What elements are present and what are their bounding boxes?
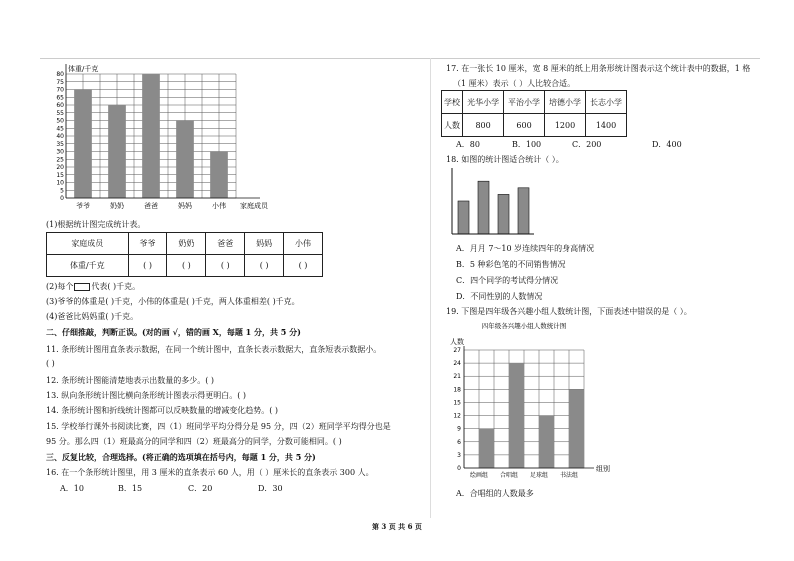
q2: [46, 281, 140, 292]
y-tick-label: 50: [56, 117, 64, 125]
school-table-header: 平治小学: [504, 91, 545, 114]
bar: [108, 105, 126, 198]
y-tick-label: 27: [453, 347, 461, 354]
x-tick-label: 书法组: [559, 472, 579, 479]
y-tick-label: 15: [56, 171, 64, 179]
school-table-value: 600: [504, 114, 545, 137]
bar: [569, 389, 584, 468]
bar: [74, 90, 92, 199]
y-tick-label: 21: [453, 373, 461, 381]
y-tick-label: 0: [60, 195, 64, 202]
bar: [509, 363, 524, 468]
bar: [210, 152, 228, 199]
y-tick-label: 5: [60, 187, 64, 195]
x-tick-label: 奶奶: [110, 202, 124, 210]
q16: 16. 在一个条形统计图里，用 3 厘米的直条表示 60 人，用（ ）厘米长的直条表示 300 人。: [46, 468, 374, 477]
bar: [458, 201, 469, 234]
q18-option-b: B．5 种彩色笔的不同销售情况: [456, 260, 566, 269]
q-table-intro: (1)根据统计图完成统计表。: [46, 220, 146, 229]
q18-bar-chart: [450, 166, 540, 236]
bar: [498, 194, 509, 234]
y-tick-label: 40: [56, 133, 64, 140]
q11-blank: ( ): [46, 359, 55, 368]
y-tick-label: 0: [457, 465, 461, 472]
q11: 11. 条形统计图用直条表示数据，在同一个统计图中，直条长表示数据大，直条短表示数据小。: [46, 345, 382, 354]
q16-option-c: C．20: [188, 484, 213, 493]
weight-table-blank: ( ): [128, 255, 167, 277]
y-tick-label: 30: [56, 148, 64, 156]
q3: (3)爷爷的体重是( )千克，小伟的体重是( )千克，两人体重相差( )千克。: [46, 297, 300, 306]
y-tick-label: 80: [56, 71, 64, 78]
q17-line1: 17. 在一张长 10 厘米，宽 8 厘米的纸上用条形统计图表示这个统计表中的数据，1 格: [446, 64, 751, 73]
y-tick-label: 9: [457, 425, 461, 433]
school-table-value: 1200: [545, 114, 586, 137]
school-table-header: 培德小学: [545, 91, 586, 114]
square-icon: [74, 283, 90, 291]
bar: [479, 429, 494, 468]
school-table: [441, 90, 627, 137]
x-tick-label: 足球组: [529, 472, 549, 479]
y-tick-label: 55: [56, 109, 64, 117]
weight-bar-chart: [40, 64, 270, 214]
y-tick-label: 12: [453, 412, 461, 420]
bar: [142, 74, 160, 198]
y-tick-label: 6: [457, 438, 461, 446]
weight-table: [46, 232, 323, 277]
y-tick-label: 15: [453, 399, 461, 407]
q16-option-d: D．30: [258, 484, 283, 493]
x-tick-label: 小伟: [212, 202, 226, 210]
y-tick-label: 60: [56, 102, 64, 109]
x-tick-label: 爸爸: [144, 202, 158, 210]
q15-line2: 95 分。那么四（1）班最高分的同学和四（2）班最高分的同学，分数可能相同。( ): [46, 437, 342, 446]
bar: [539, 416, 554, 468]
x-axis-label: 家庭成员: [240, 202, 268, 210]
school-table-header: 长志小学: [586, 91, 627, 114]
bar: [478, 181, 489, 234]
q17-option-d: D．400: [652, 140, 682, 149]
y-axis-label: 体重/千克: [68, 65, 99, 73]
weight-table-header: 小伟: [284, 233, 323, 255]
x-axis-label: 组别: [596, 465, 610, 473]
weight-table-header: 奶奶: [167, 233, 206, 255]
q17-option-c: C．200: [572, 140, 602, 149]
section-2-title: 二、仔细推敲，判断正误。(对的画 √，错的画 X，每题 1 分，共 5 分): [46, 327, 301, 337]
q16-option-b: B．15: [118, 484, 143, 493]
q18-option-d: D．不同性别的人数情况: [456, 292, 543, 301]
header-rule: [40, 58, 760, 59]
school-table-value: 1400: [586, 114, 627, 137]
y-tick-label: 75: [56, 78, 64, 86]
weight-table-blank: ( ): [284, 255, 323, 277]
q13: 13. 纵向条形统计图比横向条形统计图表示得更明白。( ): [46, 391, 247, 400]
bar: [176, 121, 194, 199]
y-tick-label: 10: [56, 179, 64, 187]
q2-text-a: (2)每个: [46, 282, 74, 291]
weight-table-row-label: 体重/千克: [47, 255, 129, 277]
y-tick-label: 3: [457, 451, 461, 459]
q17-option-a: A．80: [456, 140, 480, 149]
chart-title: 四年级各兴趣小组人数统计图: [481, 322, 567, 330]
x-tick-label: 合唱组: [499, 472, 519, 479]
q14: 14. 条形统计图和折线统计图都可以反映数量的增减变化趋势。( ): [46, 406, 279, 415]
bar: [518, 188, 529, 234]
column-divider: [430, 58, 431, 518]
y-tick-label: 65: [56, 94, 64, 102]
q18: 18. 如图的统计图适合统计（ ）。: [446, 155, 564, 164]
weight-table-header: 家庭成员: [47, 233, 129, 255]
y-tick-label: 45: [56, 125, 64, 133]
q18-option-c: C．四个同学的考试得分情况: [456, 276, 559, 285]
q2-text-b: 代表( )千克。: [91, 282, 141, 291]
section-3-title: 三、反复比较，合理选择。(将正确的选项填在括号内，每题 1 分，共 5 分): [46, 452, 316, 462]
page-footer: 第 3 页 共 6 页: [372, 522, 422, 531]
x-tick-label: 爷爷: [76, 202, 90, 210]
school-table-value: 800: [463, 114, 504, 137]
y-tick-label: 24: [453, 360, 461, 368]
y-tick-label: 35: [56, 140, 64, 148]
q17-option-b: B．100: [512, 140, 542, 149]
school-table-header: 学校: [442, 91, 463, 114]
interest-group-bar-chart: [446, 320, 616, 480]
weight-table-header: 爷爷: [128, 233, 167, 255]
school-table-header: 光华小学: [463, 91, 504, 114]
q17-line2: （1 厘米）表示（ ）人比较合适。: [453, 79, 576, 88]
q16-option-a: A．10: [60, 484, 84, 493]
weight-table-header: 爸爸: [206, 233, 245, 255]
y-tick-label: 70: [56, 86, 64, 94]
q4: (4)爸爸比妈妈重( )千克。: [46, 312, 139, 321]
q19-option-a: A．合唱组的人数最多: [456, 489, 534, 498]
weight-table-blank: ( ): [206, 255, 245, 277]
y-tick-label: 20: [56, 164, 64, 171]
y-tick-label: 25: [56, 156, 64, 164]
weight-table-header: 妈妈: [245, 233, 284, 255]
q12: 12. 条形统计图能清楚地表示出数量的多少。( ): [46, 376, 215, 385]
x-tick-label: 绘画组: [469, 472, 489, 479]
school-table-row-label: 人数: [442, 114, 463, 137]
q19: 19. 下图是四年级各兴趣小组人数统计图，下面表述中错误的是（ ）。: [446, 307, 692, 316]
weight-table-blank: ( ): [167, 255, 206, 277]
x-tick-label: 妈妈: [178, 202, 192, 210]
weight-table-blank: ( ): [245, 255, 284, 277]
y-axis-label: 人数: [450, 338, 464, 346]
q18-option-a: A．月月 7～10 岁连续四年的身高情况: [456, 244, 595, 253]
y-tick-label: 18: [453, 386, 461, 394]
q15-line1: 15. 学校举行课外书阅读比赛，四（1）班同学平均分得分是 95 分，四（2）班同学平均得分也是: [46, 422, 391, 431]
